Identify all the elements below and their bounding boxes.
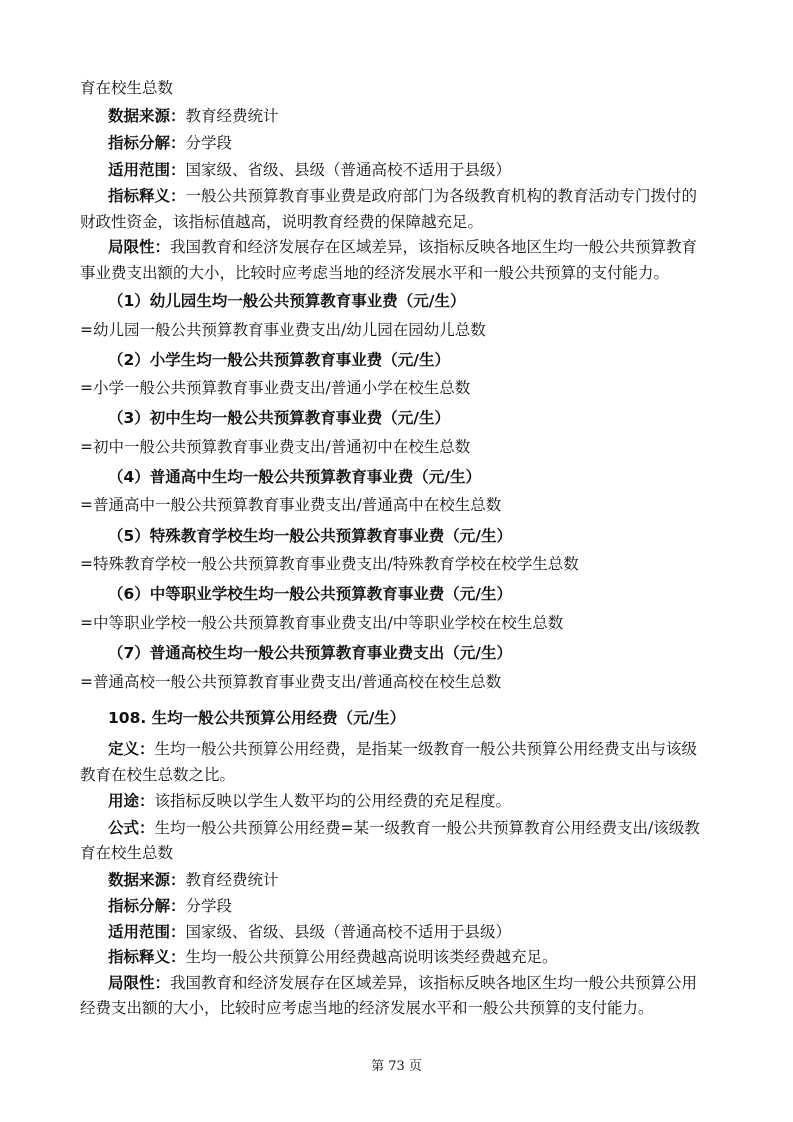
- formula-line: =幼儿园一般公共预算教育事业费支出/幼儿园在园幼儿总数: [80, 321, 486, 339]
- data-source-line: [108, 868, 723, 892]
- breakdown-line: [108, 131, 723, 155]
- paragraph-line: [80, 210, 723, 234]
- field-label: 指标释义：: [108, 187, 186, 205]
- usage-line: [108, 789, 723, 813]
- subsection-title: （4）普通高中生均一般公共预算教育事业费（元/生）: [108, 468, 481, 486]
- field-value: 我国教育和经济发展存在区域差异，该指标反映各地区生均一般公共预算教育: [170, 238, 698, 256]
- paragraph-line: 育在校生总数: [80, 844, 174, 862]
- field-value: 我国教育和经济发展存在区域差异，该指标反映各地区生均一般公共预算公用: [170, 974, 698, 992]
- formula-line: =初中一般公共预算教育事业费支出/普通初中在校生总数: [80, 438, 471, 456]
- paragraph-line: 教育在校生总数之比。: [80, 766, 236, 784]
- formula-line: =中等职业学校一般公共预算教育事业费支出/中等职业学校在校生总数: [80, 614, 564, 632]
- field-value: 教育经费统计: [185, 871, 279, 889]
- definition-line: [108, 737, 723, 761]
- formula-line: =小学一般公共预算教育事业费支出/普通小学在校生总数: [80, 379, 471, 397]
- subsection-title: （2）小学生均一般公共预算教育事业费（元/生）: [108, 351, 450, 369]
- formula-line: =普通高校一般公共预算教育事业费支出/普通高校在校生总数: [80, 673, 502, 691]
- field-value: 该指标反映以学生人数平均的公用经费的充足程度。: [154, 792, 512, 810]
- text: 事业费支出额的大小，比较时应考虑当地的经济发展水平和一般公共预算的支付能力。: [80, 264, 670, 282]
- field-label: 数据来源：: [108, 871, 186, 889]
- subsection-title: （7）普通高校生均一般公共预算教育事业费支出（元/生）: [108, 644, 512, 662]
- scope-line: [108, 158, 723, 182]
- field-value: 分学段: [185, 897, 233, 915]
- field-value: 教育经费统计: [185, 107, 279, 125]
- subsection-title: （1）幼儿园生均一般公共预算教育事业费（元/生）: [108, 292, 466, 310]
- paragraph-line: 经费支出额的大小，比较时应考虑当地的经济发展水平和一般公共预算的支付能力。: [80, 999, 654, 1017]
- field-value: 国家级、省级、县级（普通高校不适用于县级）: [185, 161, 512, 179]
- text: 财政性资金，该指标值越高，说明教育经费的保障越充足。: [80, 213, 484, 231]
- scope-line: [108, 920, 723, 944]
- field-label: 适用范围：: [108, 161, 186, 179]
- section-heading: 108. 生均一般公共预算公用经费（元/生）: [108, 709, 406, 727]
- paragraph-line: [80, 261, 723, 285]
- field-value: 生均一般公共预算公用经费，是指某一级教育一般公共预算公用经费支出与该级: [154, 740, 698, 758]
- page-number: 第 73 页: [371, 1059, 422, 1074]
- field-label: 指标分解：: [108, 134, 186, 152]
- text: 育在校生总数: [80, 79, 174, 97]
- field-value: 分学段: [185, 134, 233, 152]
- subsection-title: （5）特殊教育学校生均一般公共预算教育事业费（元/生）: [108, 527, 512, 545]
- formula-line: =普通高中一般公共预算教育事业费支出/普通高中在校生总数: [80, 496, 502, 514]
- paragraph-line: [80, 76, 723, 100]
- field-label: 定义：: [108, 740, 155, 758]
- field-label: 适用范围：: [108, 923, 186, 941]
- subsection-title: （3）初中生均一般公共预算教育事业费（元/生）: [108, 409, 450, 427]
- field-label: 局限性：: [108, 238, 171, 256]
- formula-def-line: [108, 816, 723, 840]
- limitation-line: [108, 971, 723, 995]
- limitation-line: [108, 235, 723, 259]
- field-label: 指标分解：: [108, 897, 186, 915]
- field-value: 一般公共预算教育事业费是政府部门为各级教育机构的教育活动专门拨付的: [185, 187, 698, 205]
- field-value: 国家级、省级、县级（普通高校不适用于县级）: [185, 923, 512, 941]
- explanation-line: [108, 184, 723, 208]
- field-label: 用途：: [108, 792, 155, 810]
- field-label: 局限性：: [108, 974, 171, 992]
- data-source-line: [108, 104, 723, 128]
- subsection-title: （6）中等职业学校生均一般公共预算教育事业费（元/生）: [108, 585, 512, 603]
- field-label: 数据来源：: [108, 107, 186, 125]
- field-label: 公式：: [108, 819, 155, 837]
- field-value: 生均一般公共预算公用经费=某一级教育一般公共预算教育公用经费支出/该级教: [154, 819, 700, 837]
- explanation-line: [108, 945, 723, 969]
- field-label: 指标释义：: [108, 948, 186, 966]
- field-value: 生均一般公共预算公用经费越高说明该类经费越充足。: [185, 948, 558, 966]
- formula-line: =特殊教育学校一般公共预算教育事业费支出/特殊教育学校在校学生总数: [80, 555, 579, 573]
- breakdown-line: [108, 894, 723, 918]
